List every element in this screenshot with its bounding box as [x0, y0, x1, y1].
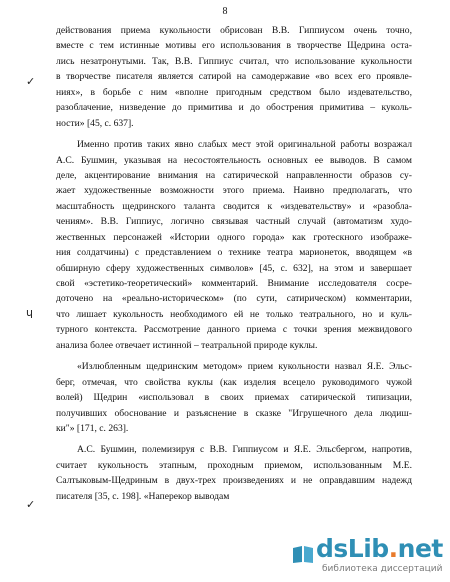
- text-line: волей) Щедрин «использовал в своих приемах сатирической типизации,: [56, 392, 412, 404]
- text-line: действования приема кукольности обрисован В.В. Гиппиусом очень точно,: [56, 25, 412, 36]
- text-line: получивших обоснование и разъяснение в сказке "Игрушечного дела людиш-: [56, 407, 412, 419]
- text-line: считает кукольность этапным, проходным приемом, использованным М.Е.: [56, 459, 412, 471]
- text-line: ности» [45, с. 637].: [56, 117, 134, 129]
- text-line: что лишает кукольность необходимого ей не только театрального, но и куль-: [56, 308, 412, 320]
- watermark-subtitle: библиотека диссертаций: [322, 564, 443, 574]
- text-line: разоблачение, низведение до примитива и до обострения примитива – куколь-: [56, 102, 412, 114]
- text-line: деле, акцентирование внимания на сатирической направленности образов су-: [56, 169, 412, 181]
- body-text: [56, 23, 412, 504]
- page-number: 8: [222, 6, 228, 17]
- text-line: берг, отмечая, что свойства куклы (как изделия всецело руководимого чужой: [56, 376, 412, 388]
- text-line: ки"» [171, с. 263].: [56, 422, 129, 434]
- text-line: писателя [35, с. 198]. «Наперекор выводам: [56, 490, 230, 502]
- text-line: «Излюбленным щедринским методом» прием кукольности назвал Я.Е. Эльс-: [77, 361, 412, 373]
- text-line: в творчестве писателя является сатирой на самодержавие «во всех его проявле-: [56, 71, 412, 83]
- text-line: чениям». В.В. Гиппиус, логично связывая частный случай (автоматизм худо-: [56, 216, 412, 228]
- text-line: анализа более отвечает истинной – театральной природе куклы.: [56, 339, 318, 351]
- book-icon: [292, 544, 314, 569]
- text-line: обширную сферу художественных символов» [45, с. 632], на этом и завершает: [56, 262, 412, 274]
- watermark-logo: dsLib.net: [316, 534, 443, 563]
- handwritten-margin-mark: ✓: [26, 75, 36, 88]
- text-line: Салтыковым-Щедриным в двух-трех произведениях и не оправдавшим надежд: [56, 475, 412, 487]
- text-line: ния солдатчины) с представлением о технике театра марионеток, вводящем «в: [56, 247, 412, 259]
- handwritten-margin-mark: ✓: [26, 498, 36, 511]
- text-line: ниях», в борьбе с ним «вполне пригодным средством было издевательство,: [56, 86, 412, 98]
- handwritten-margin-mark: ɥ: [26, 306, 33, 319]
- text-line: вместе с тем истинные мотивы его использования в творчестве Щедрина оста-: [56, 40, 412, 52]
- text-line: доточено на «реально-историческом» (по сути, сатирическом) комментарии,: [56, 293, 412, 305]
- text-line: лись незатронутыми. Так, В.В. Гиппиус считал, что использование кукольности: [56, 55, 412, 67]
- text-line: А.С. Бушмин, указывая на несостоятельность основных ее выводов. В самом: [56, 154, 412, 166]
- watermark: [316, 534, 446, 578]
- text-line: жает художественные возможности этого приема. Наивно предполагать, что: [56, 185, 412, 197]
- text-line: масштабность щедринского таланта сводится к «издевательству» и «разобла-: [56, 200, 412, 212]
- text-line: жественных персонажей «Истории одного города» как гротескного изображе-: [56, 231, 412, 243]
- text-line: свой «эстетико-теоретический» комментарий. Внимание исследователя сосре-: [56, 278, 412, 289]
- text-line: турного контекста. Рассмотрение данного приема с точки зрения межвидового: [56, 324, 412, 336]
- text-line: Именно против таких явно слабых мест этой оригинальной работы возражал: [77, 139, 412, 151]
- text-line: А.С. Бушмин, полемизируя с В.В. Гиппиусом и Я.Е. Эльсбергом, напротив,: [77, 444, 412, 456]
